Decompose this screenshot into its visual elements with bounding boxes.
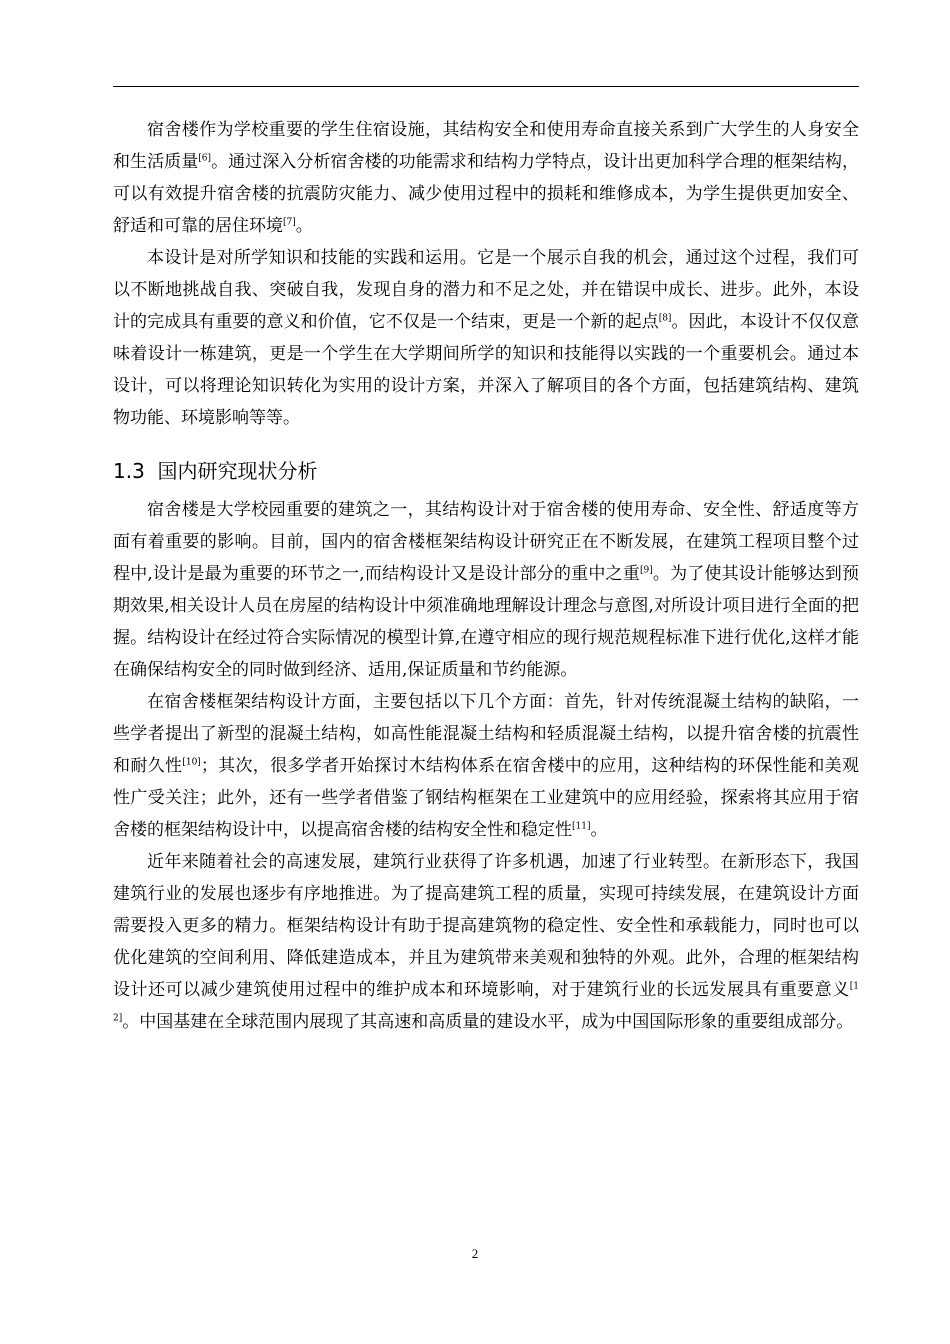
citation-ref: [9] <box>639 565 653 576</box>
citation-ref: [7] <box>283 217 296 228</box>
paragraph-text: 。通过深入分析宿舍楼的功能需求和结构力学特点，设计出更加科学合理的框架结构，可以有效提升宿舍楼的抗震防灾能力、减少使用过程中的损耗和维修成本，为学生提供更加安全、舒适和可靠的居住环境 <box>113 152 860 236</box>
section-paragraphs <box>113 494 859 1038</box>
document-body <box>113 114 859 1038</box>
paragraph-text: 。 <box>590 820 608 840</box>
citation-ref: [10] <box>182 757 201 768</box>
paragraph-text: 。为了使其设计能够达到预期效果,相关设计人员在房屋的结构设计中须准确地理解设计理念与意图,对所设计项目进行全面的把握。结构设计在经过符合实际情况的模型计算,在遵守相应的现行规范规程标准下进行优化,这样才能在确保结构安全的同时做到经济、适用,保证质量和节约能源。 <box>113 564 860 680</box>
paragraph <box>113 494 859 686</box>
citation-ref: [6] <box>198 153 212 164</box>
header-rule <box>113 86 859 87</box>
paragraph <box>113 114 859 242</box>
citation-ref: [11] <box>572 821 591 832</box>
section-number: 1.3 <box>113 459 145 483</box>
intro-paragraphs <box>113 114 859 434</box>
paragraph-text: 。因此，本设计不仅仅意味着设计一栋建筑，更是一个学生在大学期间所学的知识和技能得以实践的一个重要机会。通过本设计，可以将理论知识转化为实用的设计方案，并深入了解项目的各个方面，包括建筑结构、建筑物功能、环境影响等等。 <box>113 312 860 428</box>
section-title: 国内研究现状分析 <box>157 459 318 483</box>
citation-ref: [8] <box>658 313 672 324</box>
paragraph <box>113 686 859 846</box>
paragraph-text: 宿舍楼是大学校园重要的建筑之一，其结构设计对于宿舍楼的使用寿命、安全性、舒适度等方面有着重要的影响。目前，国内的宿舍楼框架结构设计研究正在不断发展，在建筑工程项目整个过程中,设计是最为重要的环节之一,而结构设计又是设计部分的重中之重 <box>113 500 859 584</box>
paragraph-text: 本设计是对所学知识和技能的实践和运用。它是一个展示自我的机会，通过这个过程，我们可以不断地挑战自我、突破自我，发现自身的潜力和不足之处，并在错误中成长、进步。此外，本设计的完成具有重要的意义和价值，它不仅是一个结束，更是一个新的起点 <box>113 248 859 332</box>
paragraph-text: 近年来随着社会的高速发展，建筑行业获得了许多机遇，加速了行业转型。在新形态下，我国建筑行业的发展也逐步有序地推进。为了提高建筑工程的质量，实现可持续发展，在建筑设计方面需要投入更多的精力。框架结构设计有助于提高建筑物的稳定性、安全性和承载能力，同时也可以优化建筑的空间利用、降低建造成本，并且为建筑带来美观和独特的外观。此外，合理的框架结构设计还可以减少建筑使用过程中的维护成本和环境影响，对于建筑行业的长远发展具有重要意义 <box>113 852 859 1000</box>
paragraph <box>113 846 859 1038</box>
paragraph-text: 。 <box>295 216 313 236</box>
page-number: 2 <box>471 1246 479 1261</box>
paragraph-text: ；其次，很多学者开始探讨木结构体系在宿舍楼中的应用，这种结构的环保性能和美观性广受关注；此外，还有一些学者借鉴了钢结构框架在工业建筑中的应用经验，探索将其应用于宿舍楼的框架结构设计中，以提高宿舍楼的结构安全性和稳定性 <box>113 756 860 840</box>
section-heading <box>113 456 859 486</box>
paragraph-text: 在宿舍楼框架结构设计方面，主要包括以下几个方面：首先，针对传统混凝土结构的缺陷，一些学者提出了新型的混凝土结构，如高性能混凝土结构和轻质混凝土结构，以提升宿舍楼的抗震性和耐久性 <box>113 692 859 776</box>
paragraph-text: 宿舍楼作为学校重要的学生住宿设施，其结构安全和使用寿命直接关系到广大学生的人身安全和生活质量 <box>113 120 859 172</box>
citation-ref: [12] <box>113 981 859 1024</box>
paragraph-text: 。中国基建在全球范围内展现了其高速和高质量的建设水平，成为中国国际形象的重要组成部分。 <box>122 1012 854 1032</box>
paragraph <box>113 242 859 434</box>
